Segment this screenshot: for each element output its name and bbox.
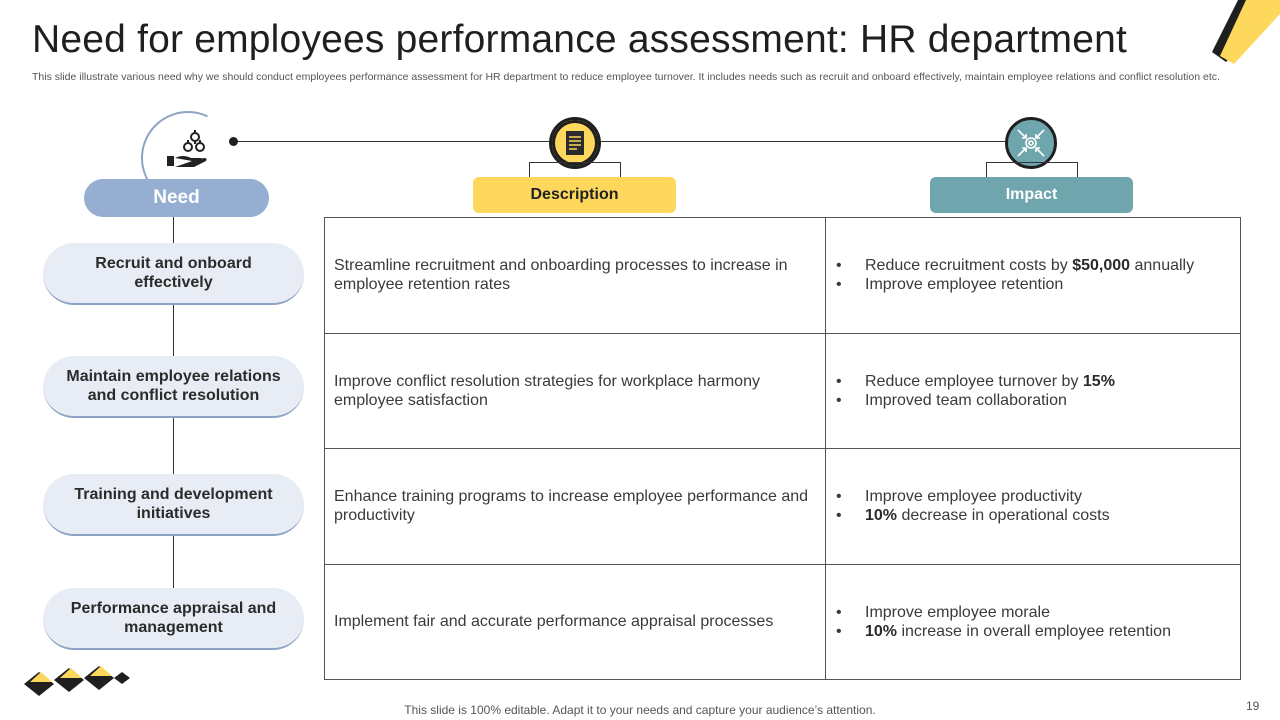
- description-bracket: [529, 162, 621, 176]
- impact-item: • Improve employee productivity: [836, 488, 1082, 506]
- page-number: 19: [1246, 699, 1260, 713]
- bottom-decoration: [22, 664, 134, 698]
- description-cell: Streamline recruitment and onboarding processes to increase in employee retention rates: [325, 218, 826, 334]
- hand-gears-icon: [165, 128, 213, 170]
- slide-title: Need for employees performance assessment: HR department: [32, 18, 1128, 61]
- impact-item: • 10% decrease in operational costs: [836, 507, 1110, 525]
- description-header: Description: [473, 177, 676, 213]
- description-cell: Improve conflict resolution strategies for workplace harmony employee satisfaction: [325, 333, 826, 449]
- impact-bracket: [986, 162, 1078, 176]
- assessment-table: [324, 217, 1241, 680]
- corner-decoration: [1190, 0, 1280, 70]
- need-pill: Training and development initiatives: [43, 474, 304, 536]
- need-header: Need: [84, 179, 269, 217]
- target-arrows-icon: [1016, 128, 1046, 158]
- impact-cell: [826, 333, 1241, 449]
- table-row: [325, 218, 1241, 334]
- table-row: [325, 564, 1241, 680]
- impact-cell: [826, 564, 1241, 680]
- table-row: [325, 449, 1241, 565]
- need-pill: Maintain employee relations and conflict resolution: [43, 356, 304, 418]
- impact-item: • Improved team collaboration: [836, 391, 1067, 409]
- footer-note: This slide is 100% editable. Adapt it to your needs and capture your audience’s attention.: [404, 703, 876, 717]
- impact-cell: [826, 449, 1241, 565]
- need-pill: Performance appraisal and management: [43, 588, 304, 650]
- impact-item: • Reduce employee turnover by 15%: [836, 372, 1115, 390]
- impact-header: Impact: [930, 177, 1133, 213]
- impact-item: • Improve employee morale: [836, 603, 1050, 621]
- impact-item: • Improve employee retention: [836, 276, 1064, 294]
- document-icon: [564, 130, 586, 156]
- impact-item: • 10% increase in overall employee retention: [836, 622, 1171, 640]
- impact-item: • Reduce recruitment costs by $50,000 annually: [836, 257, 1195, 275]
- table-row: [325, 333, 1241, 449]
- description-cell: Implement fair and accurate performance appraisal processes: [325, 564, 826, 680]
- description-cell: Enhance training programs to increase employee performance and productivity: [325, 449, 826, 565]
- need-pill: Recruit and onboard effectively: [43, 243, 304, 305]
- header-connector-line: [233, 141, 1033, 142]
- impact-cell: [826, 218, 1241, 334]
- slide-subtitle: This slide illustrate various need why we should conduct employees performance assessment for HR department to reduce employee turnover. It includes needs such as recruit and onboard effectively, maintain employee relations and conflict resolution etc.: [32, 71, 1220, 83]
